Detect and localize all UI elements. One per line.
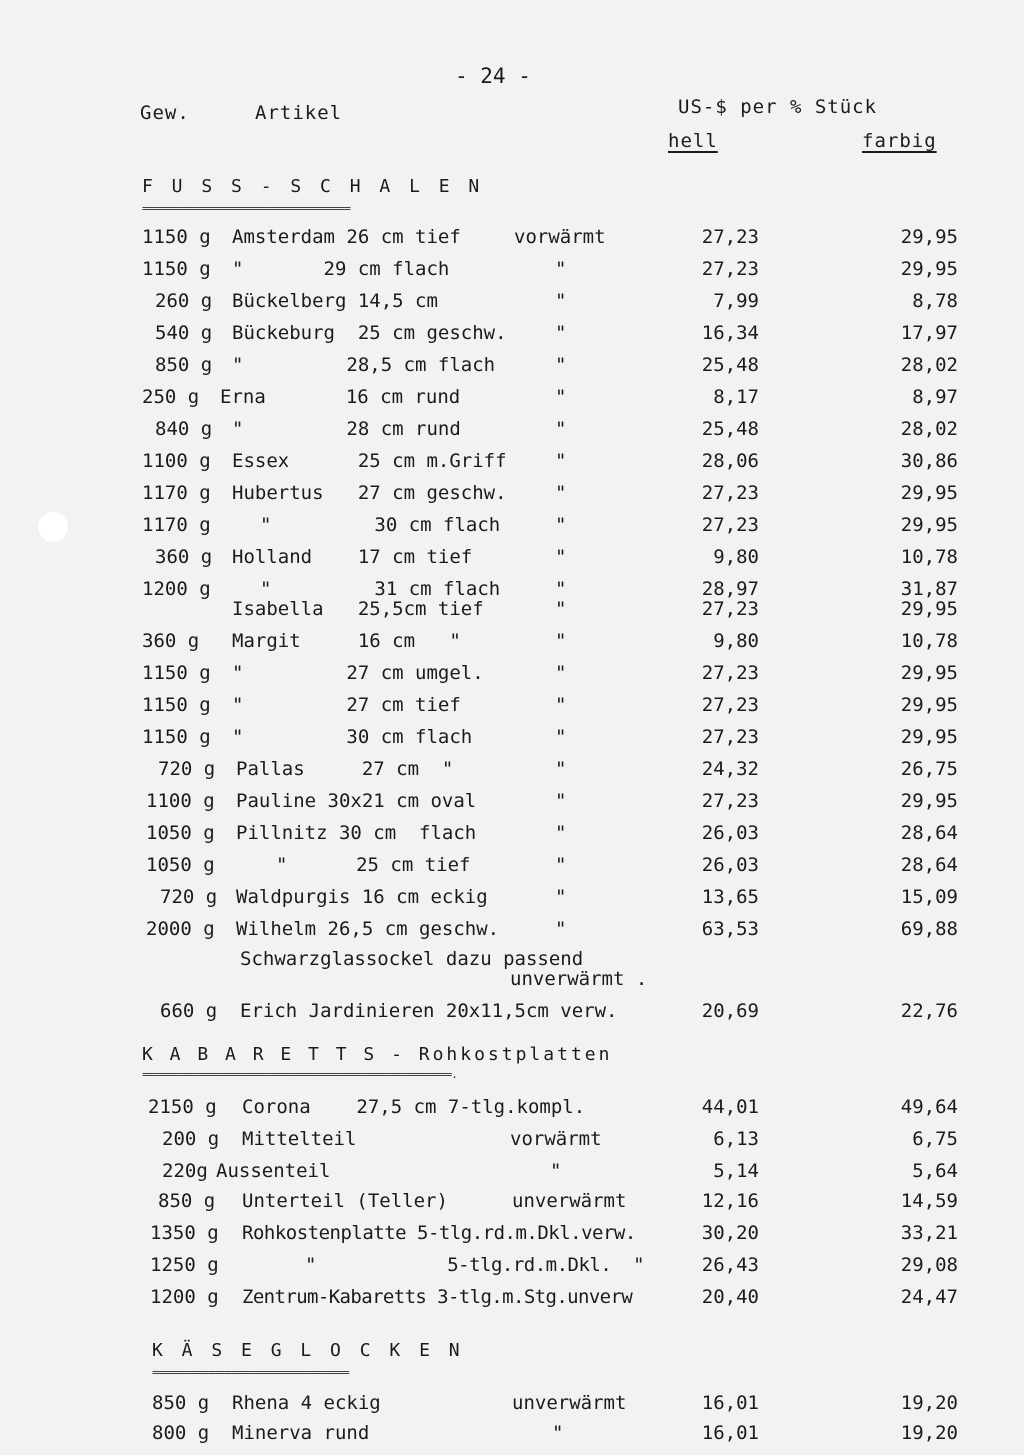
- table-row: [0, 1190, 1024, 1220]
- weight-cell: 540 g: [155, 322, 213, 344]
- price-colored-cell: 19,20: [900, 1392, 958, 1414]
- price-colored-cell: 29,08: [900, 1254, 958, 1276]
- weight-cell: 1150 g: [142, 726, 211, 748]
- article-cell: " 30 cm flach: [260, 514, 501, 536]
- article-cell: " 29 cm flach: [232, 258, 450, 280]
- table-row: [0, 1000, 1024, 1030]
- price-colored-cell: 29,95: [900, 694, 958, 716]
- price-light-cell: 9,80: [713, 546, 759, 568]
- table-row: [0, 694, 1024, 724]
- article-cell: Hubertus 27 cm geschw.: [232, 482, 507, 504]
- article-cell: Isabella 25,5cm tief: [232, 598, 484, 620]
- price-colored-cell: 5,64: [912, 1160, 958, 1182]
- weight-cell: 660 g: [160, 1000, 218, 1022]
- table-row: [0, 482, 1024, 512]
- article-cell: " 30 cm flach: [232, 726, 473, 748]
- price-light-cell: 27,23: [701, 482, 759, 504]
- header-col-colored: farbig: [862, 130, 937, 152]
- weight-cell: 800 g: [152, 1422, 210, 1444]
- price-colored-cell: 24,47: [900, 1286, 958, 1308]
- article-cell: Amsterdam 26 cm tief: [232, 226, 461, 248]
- table-row: [0, 918, 1024, 948]
- table-row: [0, 450, 1024, 480]
- table-row: [0, 1128, 1024, 1158]
- price-colored-cell: 28,64: [900, 854, 958, 876]
- table-row: [0, 514, 1024, 544]
- price-light-cell: 7,99: [713, 290, 759, 312]
- table-row: [0, 386, 1024, 416]
- weight-cell: 1050 g: [146, 822, 215, 844]
- article-cell: Minerva rund: [232, 1422, 370, 1444]
- price-light-cell: 20,40: [701, 1286, 759, 1308]
- table-row: [0, 226, 1024, 256]
- price-colored-cell: 69,88: [900, 918, 958, 940]
- price-light-cell: 5,14: [713, 1160, 759, 1182]
- article-cell: Waldpurgis 16 cm eckig: [236, 886, 488, 908]
- table-row: [0, 290, 1024, 320]
- price-light-cell: 8,17: [713, 386, 759, 408]
- quality-cell: ": [555, 598, 567, 620]
- table-row: [0, 854, 1024, 884]
- price-light-cell: 25,48: [701, 354, 759, 376]
- article-cell: Essex 25 cm m.Griff: [232, 450, 507, 472]
- price-colored-cell: 33,21: [900, 1222, 958, 1244]
- price-colored-cell: 29,95: [900, 662, 958, 684]
- quality-cell: ": [555, 630, 567, 652]
- price-light-cell: 27,23: [701, 226, 759, 248]
- quality-cell: ": [555, 854, 567, 876]
- price-light-cell: 20,69: [701, 1000, 759, 1022]
- weight-cell: 200 g: [162, 1128, 220, 1150]
- header-col-light: hell: [668, 130, 718, 152]
- page-number: - 24 -: [455, 64, 531, 88]
- weight-cell: 360 g: [155, 546, 213, 568]
- article-cell: " 31 cm flach: [260, 578, 501, 600]
- price-light-cell: 6,13: [713, 1128, 759, 1150]
- table-row: [0, 1254, 1024, 1284]
- weight-cell: 1250 g: [150, 1254, 219, 1276]
- price-colored-cell: 30,86: [900, 450, 958, 472]
- table-row: [0, 258, 1024, 288]
- price-light-cell: 16,01: [701, 1392, 759, 1414]
- price-colored-cell: 14,59: [900, 1190, 958, 1212]
- quality-cell: ": [555, 418, 567, 440]
- weight-cell: 850 g: [152, 1392, 210, 1414]
- weight-cell: 1350 g: [150, 1222, 219, 1244]
- weight-cell: 1100 g: [146, 790, 215, 812]
- price-colored-cell: 15,09: [900, 886, 958, 908]
- quality-cell: ": [555, 694, 567, 716]
- table-row: [0, 1160, 1024, 1190]
- quality-cell: ": [555, 662, 567, 684]
- article-cell: Aussenteil: [216, 1160, 331, 1182]
- quality-cell: vorwärmt: [510, 1128, 602, 1150]
- weight-cell: 850 g: [158, 1190, 216, 1212]
- price-light-cell: 27,23: [701, 258, 759, 280]
- weight-cell: 250 g: [142, 386, 200, 408]
- price-colored-cell: 28,64: [900, 822, 958, 844]
- price-light-cell: 26,03: [701, 822, 759, 844]
- table-row: [0, 322, 1024, 352]
- article-cell: Rohkostenplatte 5-tlg.rd.m.Dkl.verw.: [242, 1222, 636, 1244]
- quality-cell: ": [555, 354, 567, 376]
- price-colored-cell: 22,76: [900, 1000, 958, 1022]
- price-light-cell: 27,23: [701, 662, 759, 684]
- quality-cell: vorwärmt: [514, 226, 606, 248]
- weight-cell: 720 g: [158, 758, 216, 780]
- quality-cell: unverwärmt: [512, 1190, 627, 1212]
- quality-cell: unverwärmt: [512, 1392, 627, 1414]
- article-cell: " 28 cm rund: [232, 418, 461, 440]
- price-light-cell: 24,32: [701, 758, 759, 780]
- price-colored-cell: 10,78: [900, 546, 958, 568]
- price-colored-cell: 31,87: [900, 578, 958, 600]
- price-colored-cell: 8,78: [912, 290, 958, 312]
- price-light-cell: 25,48: [701, 418, 759, 440]
- note-base-line2: unverwärmt .: [510, 968, 648, 990]
- quality-cell: ": [555, 726, 567, 748]
- article-cell: Zentrum-Kabaretts 3-tlg.m.Stg.unverw: [242, 1286, 633, 1308]
- price-colored-cell: 17,97: [900, 322, 958, 344]
- price-colored-cell: 29,95: [900, 226, 958, 248]
- weight-cell: 260 g: [155, 290, 213, 312]
- price-light-cell: 28,97: [701, 578, 759, 600]
- quality-cell: ": [550, 1160, 562, 1182]
- article-cell: " 25 cm tief: [276, 854, 471, 876]
- table-row: [0, 662, 1024, 692]
- weight-cell: 2150 g: [148, 1096, 217, 1118]
- quality-cell: ": [555, 322, 567, 344]
- price-light-cell: 13,65: [701, 886, 759, 908]
- weight-cell: 850 g: [155, 354, 213, 376]
- table-row: [0, 1392, 1024, 1422]
- price-light-cell: 27,23: [701, 598, 759, 620]
- article-cell: Bückelberg 14,5 cm: [232, 290, 438, 312]
- weight-cell: 1150 g: [142, 226, 211, 248]
- article-cell: Erich Jardinieren 20x11,5cm verw.: [240, 1000, 618, 1022]
- header-price-unit: US-$ per % Stück: [678, 96, 878, 118]
- article-cell: Pauline 30x21 cm oval: [236, 790, 477, 812]
- table-row: [0, 1422, 1024, 1452]
- price-colored-cell: 8,97: [912, 386, 958, 408]
- quality-cell: ": [555, 450, 567, 472]
- quality-cell: ": [555, 514, 567, 536]
- price-light-cell: 27,23: [701, 790, 759, 812]
- price-colored-cell: 19,20: [900, 1422, 958, 1444]
- price-colored-cell: 28,02: [900, 354, 958, 376]
- table-row: [0, 354, 1024, 384]
- article-cell: Rhena 4 eckig: [232, 1392, 381, 1414]
- weight-cell: 2000 g: [146, 918, 215, 940]
- note-base-line1: Schwarzglassockel dazu passend: [240, 948, 584, 970]
- table-row: [0, 790, 1024, 820]
- weight-cell: 1100 g: [142, 450, 211, 472]
- article-cell: Mittelteil: [242, 1128, 357, 1150]
- weight-cell: 1200 g: [142, 578, 211, 600]
- price-light-cell: 28,06: [701, 450, 759, 472]
- price-light-cell: 26,43: [701, 1254, 759, 1276]
- article-cell: Bückeburg 25 cm geschw.: [232, 322, 507, 344]
- table-row: [0, 726, 1024, 756]
- weight-cell: 220g: [162, 1160, 208, 1182]
- quality-cell: ": [552, 1422, 564, 1444]
- price-light-cell: 26,03: [701, 854, 759, 876]
- header-weight: Gew.: [140, 102, 190, 124]
- section-rule: ===================================: [152, 1366, 349, 1379]
- table-row: [0, 546, 1024, 576]
- quality-cell: ": [555, 790, 567, 812]
- quality-cell: ": [555, 258, 567, 280]
- article-cell: Pillnitz 30 cm flach: [236, 822, 477, 844]
- table-row: [0, 1286, 1024, 1316]
- article-cell: Unterteil (Teller): [242, 1190, 448, 1212]
- table-row: [0, 822, 1024, 852]
- weight-cell: 840 g: [155, 418, 213, 440]
- weight-cell: 1200 g: [150, 1286, 219, 1308]
- quality-cell: ": [555, 822, 567, 844]
- price-light-cell: 27,23: [701, 726, 759, 748]
- article-cell: " 27 cm tief: [232, 694, 461, 716]
- article-cell: Holland 17 cm tief: [232, 546, 473, 568]
- price-light-cell: 12,16: [701, 1190, 759, 1212]
- price-light-cell: 16,01: [701, 1422, 759, 1444]
- header-article: Artikel: [255, 102, 343, 124]
- article-cell: Corona 27,5 cm 7-tlg.kompl.: [242, 1096, 586, 1118]
- price-colored-cell: 29,95: [900, 726, 958, 748]
- price-light-cell: 27,23: [701, 694, 759, 716]
- article-cell: Pallas 27 cm ": [236, 758, 454, 780]
- table-row: [0, 418, 1024, 448]
- quality-cell: ": [555, 578, 567, 600]
- weight-cell: 360 g: [142, 630, 200, 652]
- weight-cell: 1150 g: [142, 258, 211, 280]
- weight-cell: 1150 g: [142, 694, 211, 716]
- price-colored-cell: 49,64: [900, 1096, 958, 1118]
- price-colored-cell: 29,95: [900, 598, 958, 620]
- price-colored-cell: 29,95: [900, 258, 958, 280]
- section-rule: =====================================: [142, 202, 351, 215]
- section-title-kaeseglocken: K Ä S E G L O C K E N: [152, 1340, 464, 1361]
- quality-cell: ": [555, 386, 567, 408]
- table-row: [0, 630, 1024, 660]
- article-cell: " 5-tlg.rd.m.Dkl. ": [305, 1254, 645, 1276]
- quality-cell: ": [555, 886, 567, 908]
- price-colored-cell: 26,75: [900, 758, 958, 780]
- article-cell: Wilhelm 26,5 cm geschw.: [236, 918, 500, 940]
- price-colored-cell: 29,95: [900, 514, 958, 536]
- price-light-cell: 44,01: [701, 1096, 759, 1118]
- price-colored-cell: 10,78: [900, 630, 958, 652]
- section-rule: =======================================================.: [142, 1068, 457, 1081]
- table-row: [0, 758, 1024, 788]
- price-colored-cell: 29,95: [900, 482, 958, 504]
- article-cell: Margit 16 cm ": [232, 630, 461, 652]
- section-title-kabaretts: K A B A R E T T S - Rohkostplatten: [142, 1044, 613, 1065]
- table-row: [0, 1096, 1024, 1126]
- weight-cell: 1150 g: [142, 662, 211, 684]
- price-colored-cell: 28,02: [900, 418, 958, 440]
- article-cell: " 27 cm umgel.: [232, 662, 484, 684]
- quality-cell: ": [555, 918, 567, 940]
- weight-cell: 1170 g: [142, 482, 211, 504]
- weight-cell: 1170 g: [142, 514, 211, 536]
- price-light-cell: 30,20: [701, 1222, 759, 1244]
- weight-cell: 720 g: [160, 886, 218, 908]
- price-light-cell: 27,23: [701, 514, 759, 536]
- table-row: [0, 598, 1024, 628]
- price-light-cell: 63,53: [701, 918, 759, 940]
- quality-cell: ": [555, 482, 567, 504]
- quality-cell: ": [555, 758, 567, 780]
- price-colored-cell: 6,75: [912, 1128, 958, 1150]
- weight-cell: 1050 g: [146, 854, 215, 876]
- article-cell: " 28,5 cm flach: [232, 354, 496, 376]
- section-title-fuss-schalen: F U S S - S C H A L E N: [142, 176, 484, 197]
- price-colored-cell: 29,95: [900, 790, 958, 812]
- article-cell: Erna 16 cm rund: [220, 386, 461, 408]
- table-row: [0, 886, 1024, 916]
- quality-cell: ": [555, 546, 567, 568]
- quality-cell: ": [555, 290, 567, 312]
- price-light-cell: 9,80: [713, 630, 759, 652]
- table-row: [0, 1222, 1024, 1252]
- price-light-cell: 16,34: [701, 322, 759, 344]
